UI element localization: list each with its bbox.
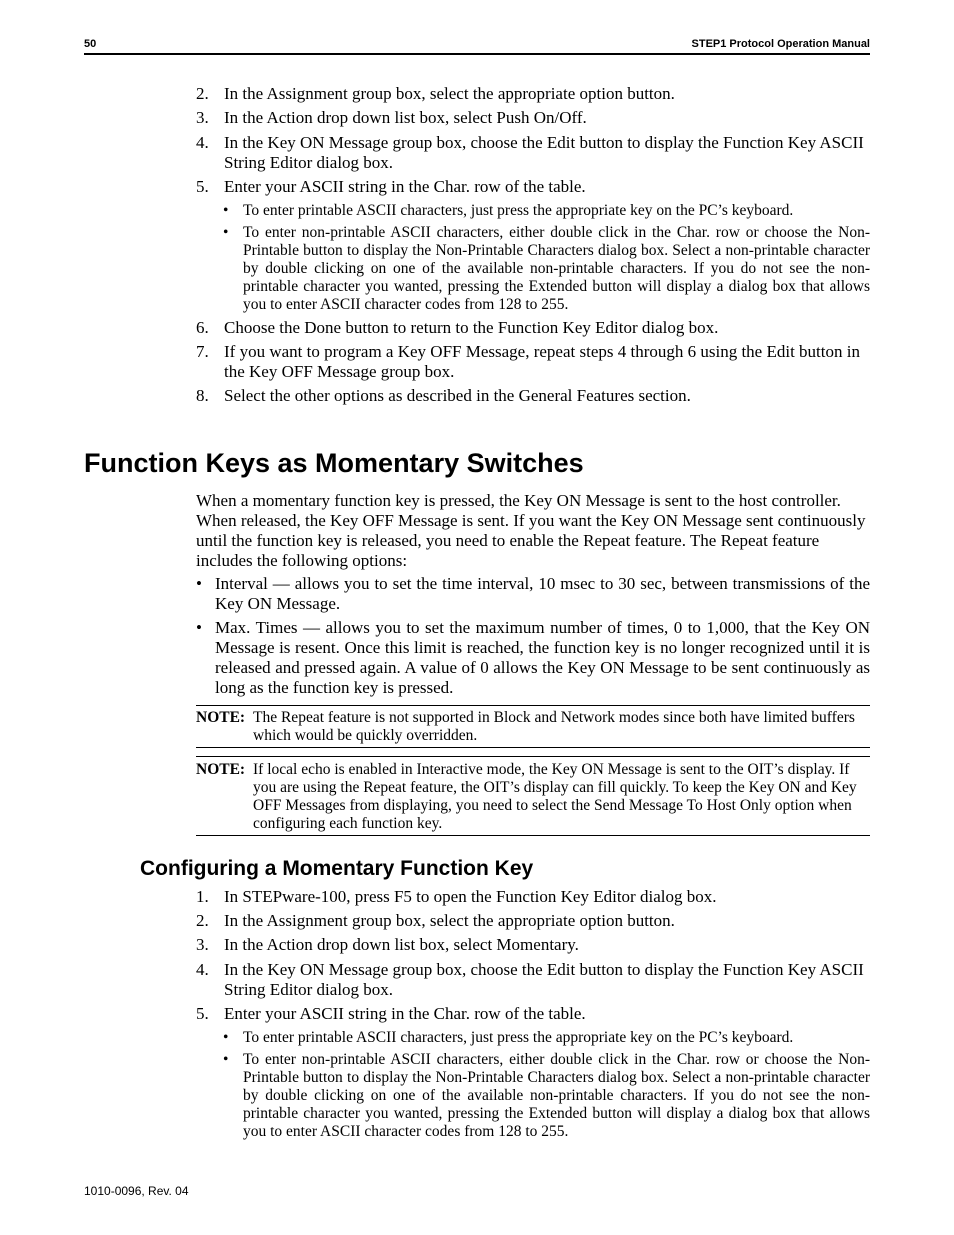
step-number: 3. [196, 108, 209, 127]
step-number: 3. [196, 935, 209, 954]
step-text: In the Key ON Message group box, choose the Edit button to display the Function Key ASCII String Editor dialog box. [224, 960, 864, 999]
list-item [196, 911, 870, 931]
step-number: 2. [196, 84, 209, 103]
subsection-title: Configuring a Momentary Function Key [140, 857, 534, 880]
step-text: Enter your ASCII string in the Char. row of the table. [224, 177, 586, 196]
list-item [196, 133, 870, 173]
page-number: 50 [84, 38, 97, 50]
step-text: If you want to program a Key OFF Message, repeat steps 4 through 6 using the Edit button in the Key OFF Message group box. [224, 342, 860, 381]
divider [196, 756, 870, 757]
list-item [223, 1029, 870, 1047]
step-text: In the Action drop down list box, select Momentary. [224, 935, 579, 954]
bullet-text: To enter printable ASCII characters, just press the appropriate key on the PC’s keyboard. [243, 1029, 794, 1046]
step-number: 4. [196, 960, 209, 979]
bullet-text: To enter non-printable ASCII characters, either double click in the Char. row or choose the Non-Printable button to display the Non-Printable Characters dialog box. Select a non-printable character by double clicking on one of the available non-printable characters. If you do not see the non-printable character you wanted, pressing the Extended button will display a dialog box that allows you to enter ASCII character codes from 128 to 255. [243, 224, 870, 313]
list-item [196, 342, 870, 382]
bullet-icon: • [196, 618, 202, 637]
list-item [196, 960, 870, 1000]
section-title: Function Keys as Momentary Switches [84, 448, 584, 478]
list-item [196, 386, 870, 406]
list-item [196, 1004, 870, 1024]
list-item [196, 618, 870, 698]
bullet-text: To enter printable ASCII characters, just press the appropriate key on the PC’s keyboard. [243, 202, 794, 219]
note-text: If local echo is enabled in Interactive mode, the Key ON Message is sent to the OIT’s display. If you are using the Repeat feature, the OIT’s display can fill quickly. To keep the Key ON and Key OFF Messages from displaying, you need to select the Send Message To Host Only option when configuring each function key. [253, 761, 857, 832]
step-number: 6. [196, 318, 209, 337]
bullet-icon: • [223, 224, 229, 241]
step-number: 4. [196, 133, 209, 152]
page-header [84, 38, 870, 55]
list-item [196, 574, 870, 614]
note-box [196, 705, 870, 748]
step-text: In the Assignment group box, select the appropriate option button. [224, 84, 675, 103]
step-number: 1. [196, 887, 209, 906]
list-item [196, 318, 870, 338]
list-item [196, 887, 870, 907]
intro-paragraph: When a momentary function key is pressed, the Key ON Message is sent to the host controller. When released, the Key OFF Message is sent. If you want the Key ON Message sent continuously until the function key is released, you need to enable the Repeat feature. The Repeat feature includes the following options: [196, 491, 866, 570]
step-number: 7. [196, 342, 209, 361]
list-item [196, 177, 870, 197]
bullet-text: Interval — allows you to set the time interval, 10 msec to 30 sec, between transmissions of the Key ON Message. [215, 574, 870, 613]
bullet-text: To enter non-printable ASCII characters, either double click in the Char. row or choose the Non-Printable button to display the Non-Printable Characters dialog box. Select a non-printable character by double clicking on one of the available non-printable characters. If you do not see the non-printable character you wanted, pressing the Extended button will display a dialog box that allows you to enter ASCII character codes from 128 to 255. [243, 1051, 870, 1140]
step-text: Enter your ASCII string in the Char. row of the table. [224, 1004, 586, 1023]
step-text: Choose the Done button to return to the Function Key Editor dialog box. [224, 318, 719, 337]
list-item [223, 202, 870, 220]
bullet-icon: • [196, 574, 202, 593]
note-box [196, 758, 870, 836]
note-text: The Repeat feature is not supported in Block and Network modes since both have limited buffers which would be quickly overridden. [253, 709, 855, 744]
step-text: In STEPware-100, press F5 to open the Function Key Editor dialog box. [224, 887, 717, 906]
bullet-icon: • [223, 202, 229, 219]
step-text: In the Action drop down list box, select Push On/Off. [224, 108, 587, 127]
list-item [196, 108, 870, 128]
page-footer: 1010-0096, Rev. 04 [84, 1184, 189, 1198]
list-item [196, 935, 870, 955]
step-number: 2. [196, 911, 209, 930]
list-item [196, 84, 870, 104]
manual-title: STEP1 Protocol Operation Manual [691, 38, 870, 50]
step-text: Select the other options as described in the General Features section. [224, 386, 691, 405]
bullet-icon: • [223, 1029, 229, 1046]
bullet-text: Max. Times — allows you to set the maximum number of times, 0 to 1,000, that the Key ON Message is resent. Once this limit is reached, the function key is no longer recognized until it is released and pressed again. A value of 0 allows the Key ON Message to be sent continuously as long as the function key is pressed. [215, 618, 870, 697]
note-label: NOTE: [196, 761, 246, 778]
list-item [223, 1051, 870, 1141]
note-label: NOTE: [196, 709, 246, 726]
step-number: 8. [196, 386, 209, 405]
step-number: 5. [196, 177, 209, 196]
step-text: In the Key ON Message group box, choose the Edit button to display the Function Key ASCII String Editor dialog box. [224, 133, 864, 172]
list-item [223, 224, 870, 314]
step-text: In the Assignment group box, select the appropriate option button. [224, 911, 675, 930]
bullet-icon: • [223, 1051, 229, 1068]
step-number: 5. [196, 1004, 209, 1023]
